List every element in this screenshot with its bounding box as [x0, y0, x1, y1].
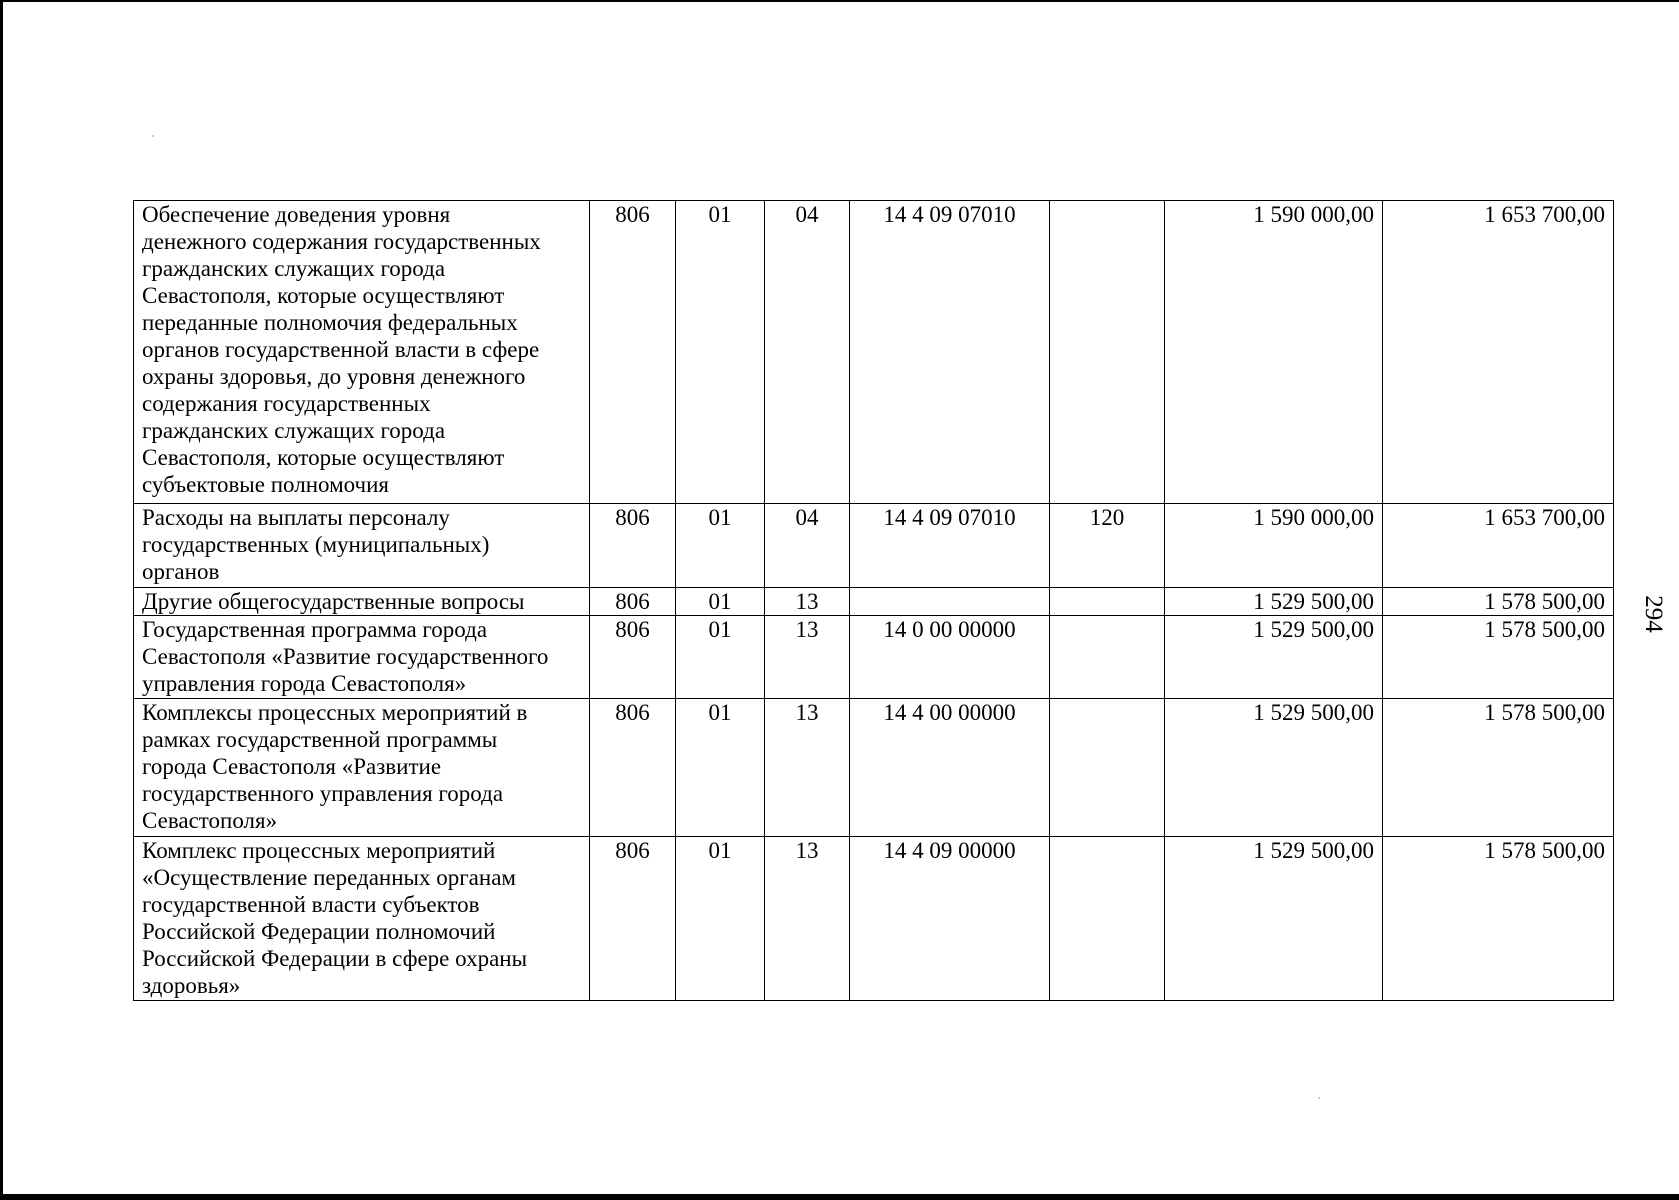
- table-row: [134, 588, 1614, 616]
- row-name: Другие общегосударственные вопросы: [134, 588, 590, 616]
- subsection-code: 04: [765, 201, 850, 504]
- row-name: Обеспечение доведения уровня денежного содержания государственных гражданских служащих города Севастополя, которые осуществляют переданные полномочия федеральных органов государственной власти в сфере охраны здоровья, до уровня денежного содержания государственных гражданских служащих города Севастополя, которые осуществляют субъектовые полномочия: [134, 201, 590, 504]
- table-row: [134, 699, 1614, 837]
- scan-speck: [1318, 1097, 1320, 1099]
- table-row: [134, 837, 1614, 1001]
- subsection-code: 04: [765, 504, 850, 588]
- scan-top-edge: [0, 0, 1679, 2]
- page-number: 294: [1640, 595, 1667, 633]
- target-article: 14 4 09 07010: [850, 201, 1050, 504]
- sum-year-1: 1 529 500,00: [1165, 616, 1383, 699]
- expense-type: [1050, 699, 1165, 837]
- row-name: Комплексы процессных мероприятий в рамках государственной программы города Севастополя «Развитие государственного управления города Севастополя»: [134, 699, 590, 837]
- sum-year-2: 1 578 500,00: [1383, 699, 1614, 837]
- subsection-code: 13: [765, 837, 850, 1001]
- expense-type: [1050, 616, 1165, 699]
- section-code: 01: [676, 699, 765, 837]
- expense-type: [1050, 201, 1165, 504]
- ministry-code: 806: [590, 616, 676, 699]
- ministry-code: 806: [590, 699, 676, 837]
- target-article: 14 4 00 00000: [850, 699, 1050, 837]
- target-article: [850, 588, 1050, 616]
- expense-type: [1050, 837, 1165, 1001]
- subsection-code: 13: [765, 616, 850, 699]
- table-row: [134, 201, 1614, 504]
- expense-type: 120: [1050, 504, 1165, 588]
- ministry-code: 806: [590, 504, 676, 588]
- subsection-code: 13: [765, 699, 850, 837]
- sum-year-2: 1 578 500,00: [1383, 588, 1614, 616]
- sum-year-2: 1 653 700,00: [1383, 201, 1614, 504]
- row-name: Комплекс процессных мероприятий «Осуществление переданных органам государственной власти субъектов Российской Федерации полномочий Российской Федерации в сфере охраны здоровья»: [134, 837, 590, 1001]
- expense-type: [1050, 588, 1165, 616]
- row-name: Расходы на выплаты персоналу государственных (муниципальных) органов: [134, 504, 590, 588]
- section-code: 01: [676, 616, 765, 699]
- sum-year-1: 1 529 500,00: [1165, 588, 1383, 616]
- sum-year-1: 1 590 000,00: [1165, 201, 1383, 504]
- sum-year-2: 1 653 700,00: [1383, 504, 1614, 588]
- budget-table: [133, 200, 1614, 1001]
- sum-year-2: 1 578 500,00: [1383, 616, 1614, 699]
- sum-year-1: 1 529 500,00: [1165, 699, 1383, 837]
- ministry-code: 806: [590, 201, 676, 504]
- sum-year-1: 1 590 000,00: [1165, 504, 1383, 588]
- target-article: 14 0 00 00000: [850, 616, 1050, 699]
- subsection-code: 13: [765, 588, 850, 616]
- ministry-code: 806: [590, 588, 676, 616]
- section-code: 01: [676, 837, 765, 1001]
- sum-year-2: 1 578 500,00: [1383, 837, 1614, 1001]
- section-code: 01: [676, 201, 765, 504]
- target-article: 14 4 09 00000: [850, 837, 1050, 1001]
- scan-speck: [152, 135, 154, 137]
- section-code: 01: [676, 588, 765, 616]
- ministry-code: 806: [590, 837, 676, 1001]
- scan-bottom-edge: [0, 1194, 1679, 1200]
- target-article: 14 4 09 07010: [850, 504, 1050, 588]
- scan-left-edge: [0, 0, 3, 1200]
- table-row: [134, 616, 1614, 699]
- row-name: Государственная программа города Севастополя «Развитие государственного управления города Севастополя»: [134, 616, 590, 699]
- table-row: [134, 504, 1614, 588]
- sum-year-1: 1 529 500,00: [1165, 837, 1383, 1001]
- section-code: 01: [676, 504, 765, 588]
